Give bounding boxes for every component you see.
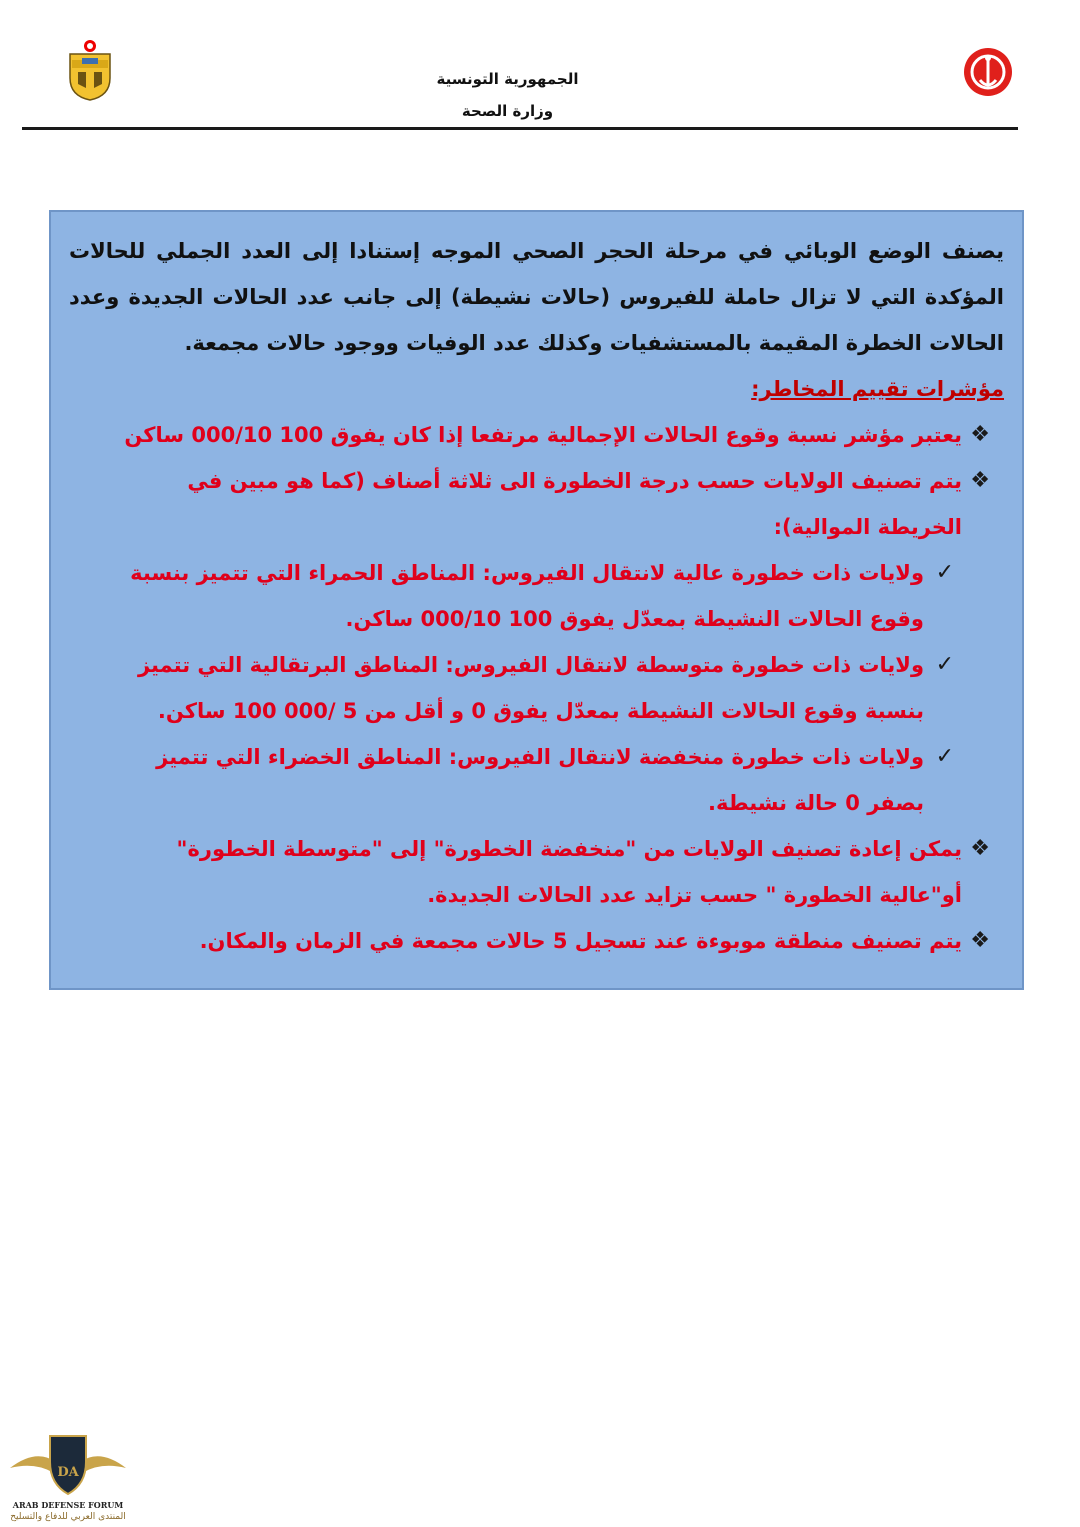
list-item: ✓ ولايات ذات خطورة متوسطة لانتقال الفيروس: المناطق البرتقالية التي تتميز بنسبة وقوع الحالات النشيطة بمعدّل يفوق 0 و أقل من 5 /000 100 ساكن. — [69, 642, 1004, 734]
ministry-health-logo-icon — [962, 46, 1014, 98]
diamond-bullet-icon: ❖ — [970, 468, 990, 493]
intro-paragraph: يصنف الوضع الوبائي في مرحلة الحجر الصحي الموجه إستنادا إلى العدد الجملي للحالات المؤكدة التي لا تزال حاملة للفيروس (حالات نشيطة) إلى جانب عدد الحالات الجديدة وعدد الحالات الخطرة المقيمة بالمستشفيات وكذلك عدد الوفيات ووجود حالات مجمعة. — [69, 239, 1004, 355]
list-item: ✓ ولايات ذات خطورة منخفضة لانتقال الفيروس: المناطق الخضراء التي تتميز بصفر 0 حالة نشيطة. — [69, 734, 1004, 826]
list-item: ❖ يعتبر مؤشر نسبة وقوع الحالات الإجمالية مرتفعا إذا كان يفوق 100 000/10 ساكن — [69, 412, 1004, 458]
diamond-bullet-icon: ❖ — [970, 928, 990, 953]
list-item: ❖ يمكن إعادة تصنيف الولايات من "منخفضة الخطورة" إلى "متوسطة الخطورة" أو"عالية الخطورة " حسب تزايد عدد الحالات الجديدة. — [69, 826, 1004, 918]
svg-text:DA: DA — [57, 1465, 79, 1480]
risk-indicators-panel — [49, 210, 1024, 990]
watermark-name-en: ARAB DEFENSE FORUM — [12, 1500, 124, 1510]
list-item: ❖ يتم تصنيف منطقة موبوءة عند تسجيل 5 حالات مجمعة في الزمان والمكان. — [69, 918, 1004, 964]
checkmark-icon: ✓ — [935, 560, 954, 585]
risk-indicators-heading: مؤشرات تقييم المخاطر: — [751, 377, 1004, 401]
header-republic: الجمهورية التونسية — [436, 70, 579, 88]
header-divider — [22, 127, 1018, 130]
watermark-logo — [6, 1428, 130, 1524]
diamond-bullet-icon: ❖ — [970, 836, 990, 861]
shield-wings-icon — [6, 1428, 130, 1500]
list-item: ✓ ولايات ذات خطورة عالية لانتقال الفيروس: المناطق الحمراء التي تتميز بنسبة وقوع الحالات النشيطة بمعدّل يفوق 100 000/10 ساكن. — [69, 550, 1004, 642]
diamond-bullet-icon: ❖ — [970, 422, 990, 447]
header-ministry: وزارة الصحة — [461, 102, 554, 120]
checkmark-icon: ✓ — [935, 652, 954, 677]
watermark-name-ar: المنتدى العربي للدفاع والتسليح — [10, 1512, 126, 1522]
checkmark-icon: ✓ — [935, 744, 954, 769]
list-item: ❖ يتم تصنيف الولايات حسب درجة الخطورة الى ثلاثة أصناف (كما هو مبين في الخريطة الموالية): — [69, 458, 1004, 550]
